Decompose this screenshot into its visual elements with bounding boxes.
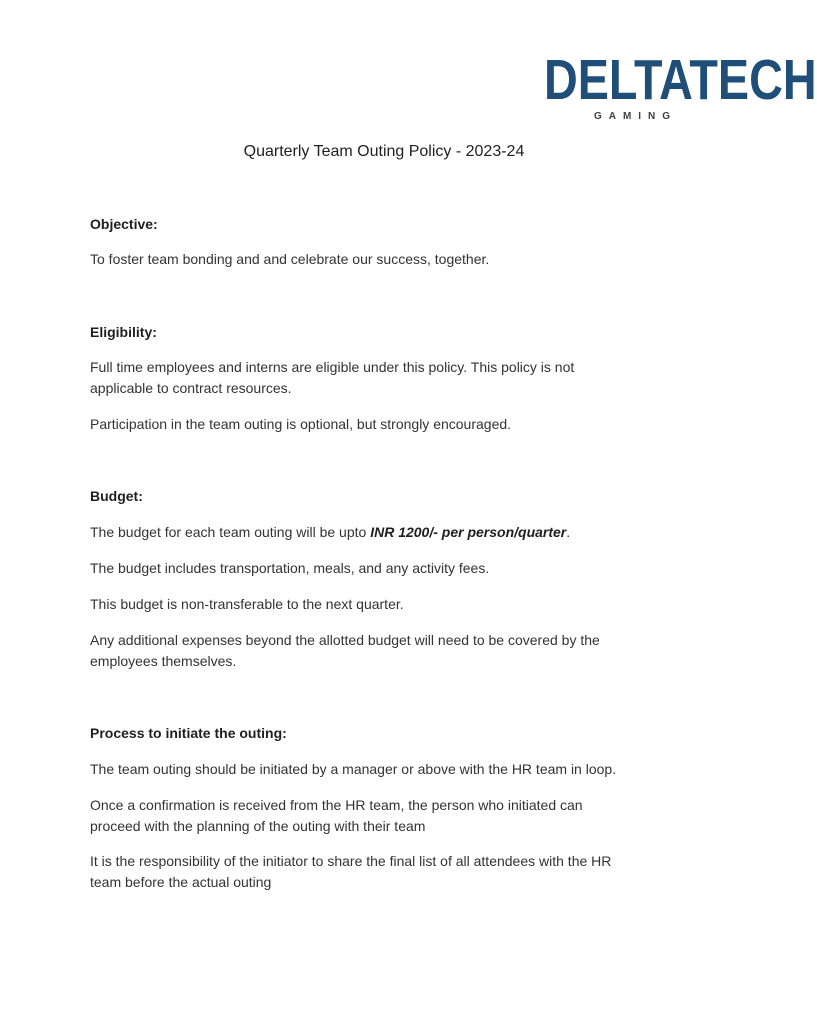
logo-wordmark: DELTATECH: [544, 48, 817, 112]
process-paragraph-3: [90, 851, 670, 893]
process-p2-line-1: Once a confirmation is received from the HR team, the person who initiated can: [90, 797, 583, 813]
budget-p4-line-2: employees themselves.: [90, 653, 237, 669]
company-logo: [544, 48, 817, 124]
process-heading: Process to initiate the outing:: [90, 725, 287, 741]
logo-tagline: GAMING: [593, 111, 678, 122]
eligibility-line-1: Full time employees and interns are eligible under this policy. This policy is not: [90, 359, 575, 375]
document-title: Quarterly Team Outing Policy - 2023-24: [243, 143, 525, 160]
eligibility-paragraph-1: [90, 357, 670, 399]
process-p2-line-2: proceed with the planning of the outing with their team: [90, 818, 426, 834]
eligibility-line-2: applicable to contract resources.: [90, 380, 292, 396]
budget-paragraph-3: This budget is non-transferable to the next quarter.: [90, 596, 404, 612]
eligibility-paragraph-2: Participation in the team outing is optional, but strongly encouraged.: [90, 416, 512, 432]
budget-amount: INR 1200/- per person/quarter: [370, 524, 567, 540]
process-paragraph-2: [90, 795, 670, 837]
process-paragraph-1: The team outing should be initiated by a manager or above with the HR team in loop.: [90, 761, 617, 777]
budget-paragraph-4: [90, 630, 670, 672]
budget-text-suffix: .: [566, 524, 571, 540]
process-p3-line-2: team before the actual outing: [90, 874, 272, 890]
budget-paragraph-1: [90, 522, 670, 543]
process-p3-line-1: It is the responsibility of the initiator to share the final list of all attendees with the HR: [90, 853, 612, 869]
budget-heading: Budget:: [90, 488, 143, 504]
eligibility-heading: Eligibility:: [90, 324, 157, 340]
budget-p4-line-1: Any additional expenses beyond the allotted budget will need to be covered by the: [90, 632, 600, 648]
budget-paragraph-2: The budget includes transportation, meals, and any activity fees.: [90, 560, 490, 576]
budget-text-prefix: The budget for each team outing will be upto: [90, 524, 371, 540]
objective-paragraph: To foster team bonding and and celebrate our success, together.: [90, 251, 490, 267]
objective-heading: Objective:: [90, 216, 158, 232]
